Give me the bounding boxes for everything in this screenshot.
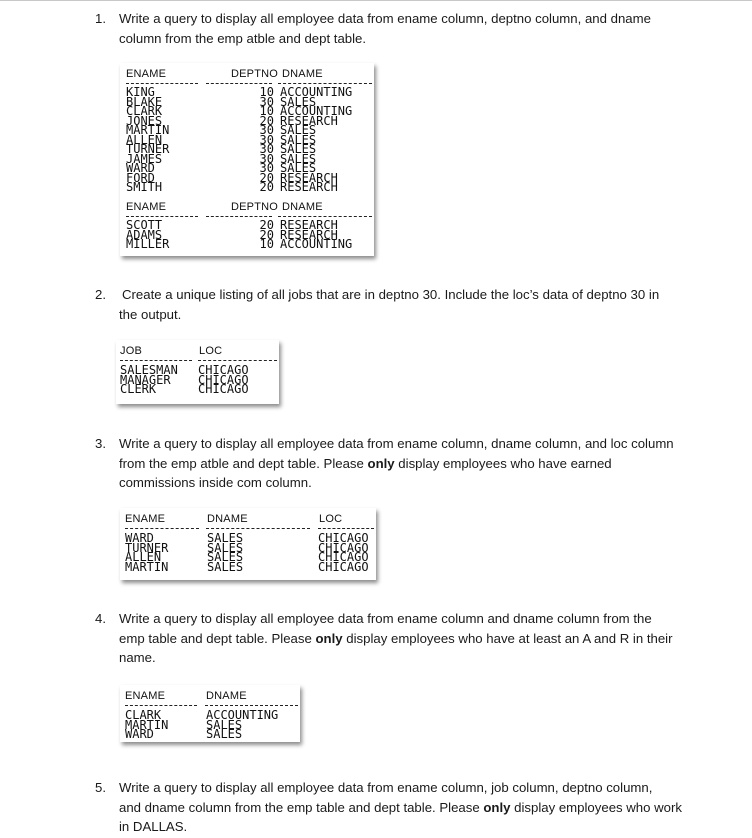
column-header-ename: ENAME [125, 690, 166, 702]
header-underline [120, 360, 192, 361]
column-header-ename: ENAME [125, 513, 166, 525]
column-header-loc: LOC [199, 345, 223, 357]
question-number: 5. [95, 780, 106, 795]
header-underline [205, 705, 298, 706]
question-text: Write a query to display all employee data from ename column, deptno column, and dname column from the emp atble and dept table. [119, 11, 651, 46]
header-underline [278, 83, 372, 84]
question-text: Write a query to display all employee data from ename column, job column, deptno column, and dname column from the emp table and dept table. Please only display employees who work in DALLAS. [119, 780, 682, 834]
column-header-ename: ENAME [126, 68, 167, 80]
result-table-3 [120, 508, 376, 580]
loc-values: CHICAGO CHICAGO CHICAGO [198, 363, 249, 396]
column-header-dname: DNAME [207, 513, 248, 525]
deptno-values: 10 30 10 20 30 30 30 30 30 20 20 [259, 85, 274, 194]
job-values: SALESMAN MANAGER CLERK [120, 363, 178, 396]
column-header-dname: DNAME [282, 201, 323, 213]
result-table-4 [120, 685, 300, 742]
question-4 [95, 609, 735, 669]
page-top-border [0, 0, 752, 1]
ename-values: WARD TURNER ALLEN MARTIN [125, 531, 169, 574]
column-header-dname: DNAME [282, 68, 323, 80]
header-underline [206, 528, 310, 529]
question-text: Write a query to display all employee data from ename column and dname column from the emp table and dept table. Please only display employees who have at least an A and R in their name. [119, 611, 673, 665]
dname-values: ACCOUNTING SALES SALES [206, 708, 279, 741]
header-underline [198, 360, 277, 361]
header-underline [125, 528, 199, 529]
header-underline [206, 83, 272, 84]
header-underline [125, 705, 197, 706]
result-table-2 [116, 340, 279, 404]
column-header-job: JOB [120, 345, 142, 357]
column-header-deptno: DEPTNO [231, 68, 279, 80]
header-underline [126, 216, 198, 217]
header-underline [318, 528, 374, 529]
question-number: 2. [95, 287, 106, 302]
ename-values: SCOTT ADAMS MILLER [126, 218, 170, 251]
dname-values: ACCOUNTING SALES ACCOUNTING RESEARCH SALES SALES SALES SALES SALES RESEARCH RESEARCH [280, 85, 353, 194]
dname-values: SALES SALES SALES SALES [207, 531, 244, 574]
question-text: Write a query to display all employee data from ename column, dname column, and loc column from the emp atble and dept table. Please only display employees who have earned commissions inside com column. [119, 436, 674, 490]
column-header-deptno: DEPTNO [231, 201, 279, 213]
dname-values: RESEARCH RESEARCH ACCOUNTING [280, 218, 353, 251]
question-2 [95, 285, 735, 325]
question-3 [95, 434, 735, 494]
column-header-loc: LOC [319, 513, 343, 525]
column-header-dname: DNAME [206, 690, 247, 702]
question-number: 1. [95, 11, 106, 26]
header-underline [278, 216, 372, 217]
deptno-values: 20 20 10 [259, 218, 274, 251]
header-underline [126, 83, 198, 84]
question-1 [95, 9, 735, 49]
column-header-ename: ENAME [126, 201, 167, 213]
question-5 [95, 778, 735, 838]
question-text: Create a unique listing of all jobs that are in deptno 30. Include the loc’s data of deptno 30 in the output. [119, 287, 660, 322]
ename-values: CLARK MARTIN WARD [125, 708, 169, 741]
question-number: 3. [95, 436, 106, 451]
question-number: 4. [95, 611, 106, 626]
loc-values: CHICAGO CHICAGO CHICAGO CHICAGO [318, 531, 369, 574]
header-underline [206, 216, 272, 217]
ename-values: KING BLAKE CLARK JONES MARTIN ALLEN TURNER JAMES WARD FORD SMITH [126, 85, 170, 194]
result-table-1 [120, 63, 374, 256]
